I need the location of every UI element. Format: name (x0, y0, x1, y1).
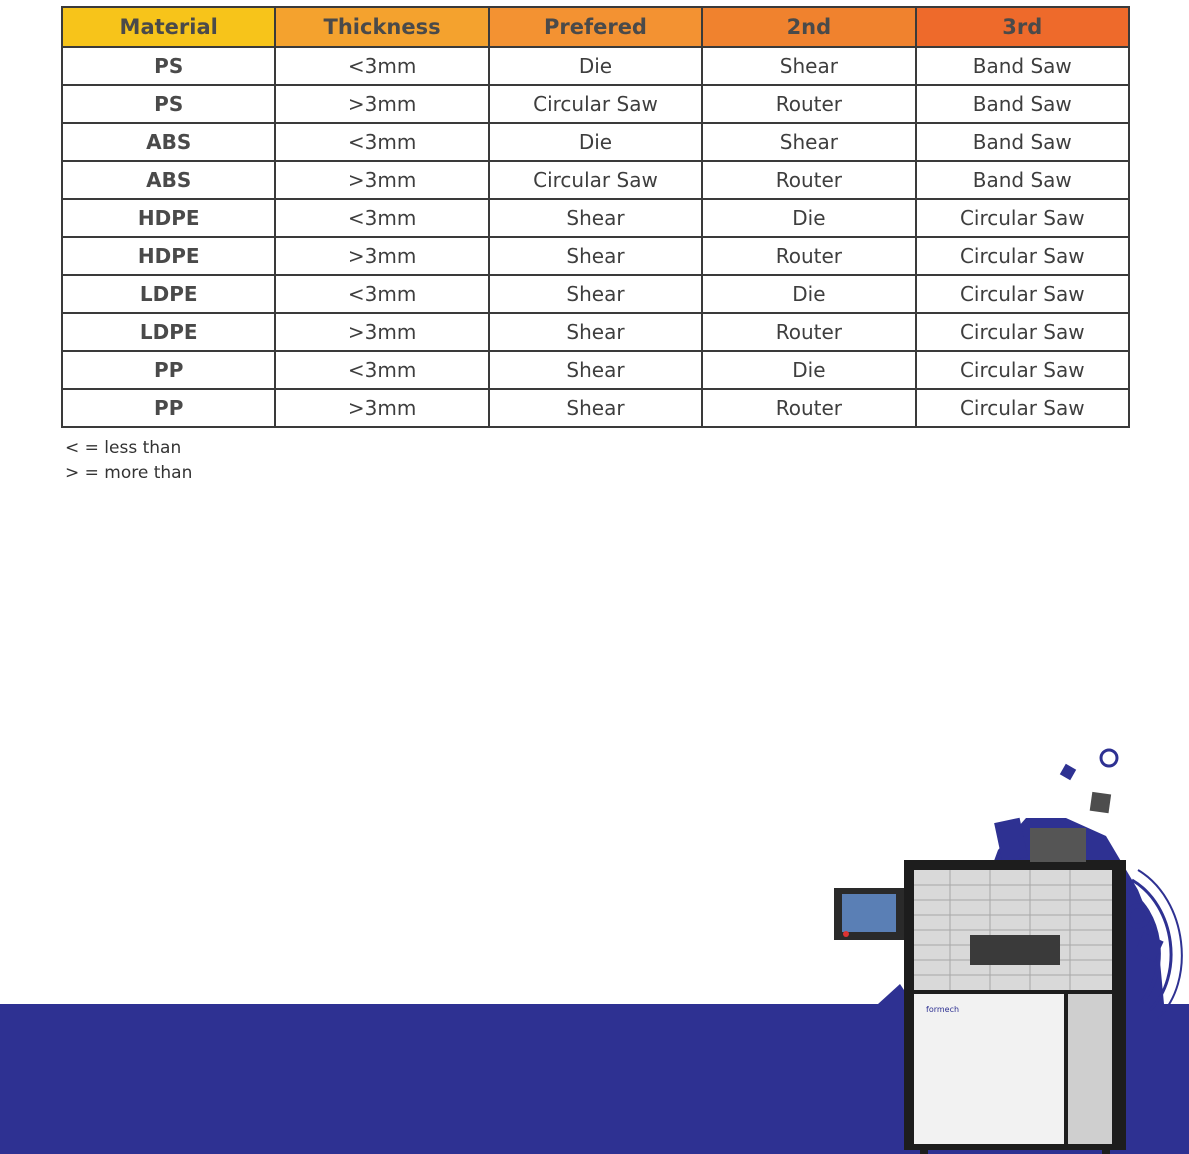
table-row (62, 351, 1129, 389)
cell-3rd: Circular Saw (916, 389, 1129, 427)
machine-leg (1102, 1144, 1110, 1154)
cell-material: ABS (62, 123, 275, 161)
table-row (62, 85, 1129, 123)
cell-thickness: >3mm (275, 161, 488, 199)
cell-thickness: >3mm (275, 85, 488, 123)
cell-thickness: >3mm (275, 389, 488, 427)
legend-less-than: < = less than (65, 438, 182, 458)
cell-thickness: <3mm (275, 123, 488, 161)
cell-2nd: Router (702, 161, 915, 199)
cell-material: LDPE (62, 313, 275, 351)
cell-material: PP (62, 389, 275, 427)
cell-thickness: <3mm (275, 199, 488, 237)
cell-prefered: Shear (489, 199, 702, 237)
cell-3rd: Band Saw (916, 47, 1129, 85)
cell-2nd: Router (702, 313, 915, 351)
header-prefered: Prefered (489, 7, 702, 47)
cell-thickness: <3mm (275, 47, 488, 85)
decor-diamond-icon (1060, 764, 1076, 780)
cell-material: ABS (62, 161, 275, 199)
cell-2nd: Router (702, 85, 915, 123)
cell-2nd: Shear (702, 123, 915, 161)
cutting-method-table (61, 6, 1130, 428)
cell-thickness: >3mm (275, 313, 488, 351)
cell-prefered: Shear (489, 275, 702, 313)
table-row (62, 123, 1129, 161)
cell-thickness: >3mm (275, 237, 488, 275)
table-row (62, 47, 1129, 85)
cell-material: PS (62, 47, 275, 85)
cell-3rd: Circular Saw (916, 275, 1129, 313)
cell-prefered: Die (489, 123, 702, 161)
decor-circle-icon (1101, 750, 1117, 766)
cell-3rd: Circular Saw (916, 199, 1129, 237)
cell-thickness: <3mm (275, 275, 488, 313)
table-row (62, 389, 1129, 427)
touch-screen (842, 894, 896, 932)
cell-prefered: Die (489, 47, 702, 85)
cell-prefered: Shear (489, 389, 702, 427)
machine-base-panel (914, 994, 1064, 1144)
cell-material: HDPE (62, 237, 275, 275)
header-thickness: Thickness (275, 7, 488, 47)
machine-leg (920, 1144, 928, 1154)
cutting-method-table-container (61, 6, 1130, 428)
cell-2nd: Die (702, 199, 915, 237)
cell-3rd: Circular Saw (916, 237, 1129, 275)
cell-2nd: Die (702, 275, 915, 313)
cell-prefered: Shear (489, 237, 702, 275)
heater-unit (1030, 828, 1086, 862)
table-row (62, 237, 1129, 275)
cell-prefered: Circular Saw (489, 161, 702, 199)
header-3rd: 3rd (916, 7, 1129, 47)
cell-prefered: Shear (489, 313, 702, 351)
thermoforming-machine-illustration (820, 740, 1189, 1154)
table-row (62, 161, 1129, 199)
cell-material: PP (62, 351, 275, 389)
cell-2nd: Die (702, 351, 915, 389)
cell-3rd: Band Saw (916, 85, 1129, 123)
header-2nd: 2nd (702, 7, 915, 47)
cell-material: HDPE (62, 199, 275, 237)
table-row (62, 199, 1129, 237)
cell-2nd: Router (702, 237, 915, 275)
legend-more-than: > = more than (65, 463, 193, 483)
header-material: Material (62, 7, 275, 47)
brand-label: formech (926, 1005, 960, 1014)
table-header-row (62, 7, 1129, 47)
cell-material: LDPE (62, 275, 275, 313)
cell-prefered: Shear (489, 351, 702, 389)
cell-3rd: Circular Saw (916, 313, 1129, 351)
cell-2nd: Router (702, 389, 915, 427)
table-row (62, 313, 1129, 351)
emergency-stop-icon (843, 931, 849, 937)
legend (65, 436, 192, 486)
cell-3rd: Band Saw (916, 123, 1129, 161)
forming-platen (970, 935, 1060, 965)
cell-prefered: Circular Saw (489, 85, 702, 123)
table-body (62, 47, 1129, 427)
decor-square-icon (1090, 792, 1111, 813)
cell-2nd: Shear (702, 47, 915, 85)
machine-side-panel (1068, 994, 1112, 1144)
cell-material: PS (62, 85, 275, 123)
cell-3rd: Circular Saw (916, 351, 1129, 389)
table-row (62, 275, 1129, 313)
cell-3rd: Band Saw (916, 161, 1129, 199)
cell-thickness: <3mm (275, 351, 488, 389)
